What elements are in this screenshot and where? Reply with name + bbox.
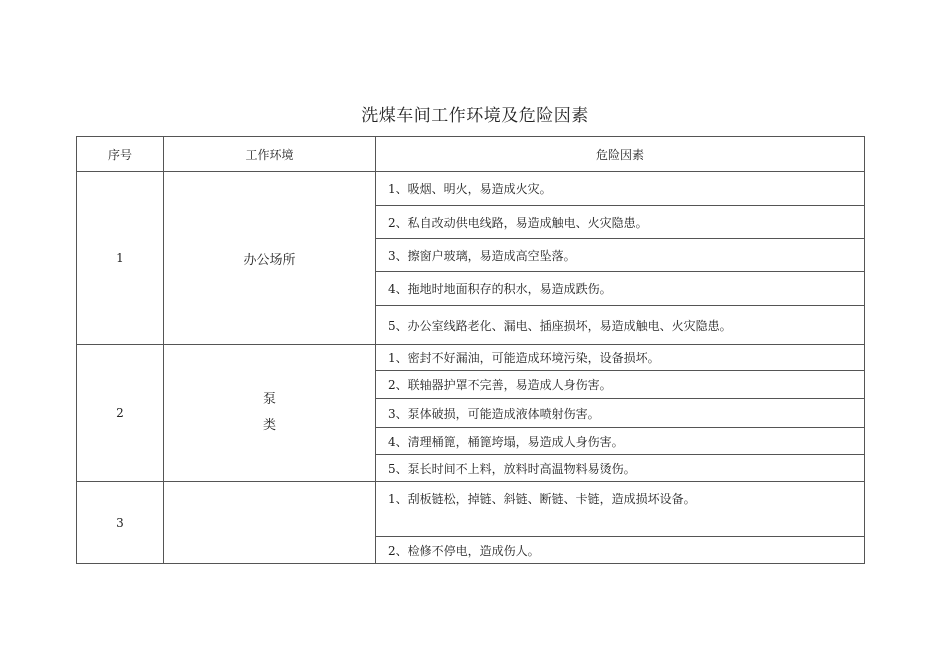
hazard-item: 1、吸烟、明火，易造成火灾。: [376, 172, 865, 206]
table-row: [77, 172, 865, 206]
environment-char: 类: [262, 418, 276, 433]
work-environment: 办公场所: [164, 172, 376, 345]
table-row: [77, 482, 865, 537]
hazard-item: 1、密封不好漏油，可能造成环境污染，设备损坏。: [376, 345, 865, 371]
hazard-item: 5、泵长时间不上料，放料时高温物料易烫伤。: [376, 455, 865, 482]
hazard-table: [76, 136, 865, 564]
header-no: 序号: [77, 137, 164, 172]
hazard-item: 4、清理桶篦，桶篦垮塌，易造成人身伤害。: [376, 428, 865, 455]
row-number: 1: [77, 172, 164, 345]
header-hazards: 危险因素: [376, 137, 865, 172]
hazard-item: 4、拖地时地面积存的积水，易造成跌伤。: [376, 272, 865, 306]
work-environment: [164, 345, 376, 482]
row-number: 2: [77, 345, 164, 482]
header-environment: 工作环境: [164, 137, 376, 172]
work-environment: [164, 482, 376, 564]
header-row: [77, 137, 865, 172]
hazard-item: 2、检修不停电，造成伤人。: [376, 537, 865, 564]
hazard-item: 3、泵体破损，可能造成液体喷射伤害。: [376, 399, 865, 428]
row-number: 3: [77, 482, 164, 564]
hazard-item: 1、刮板链松，掉链、斜链、断链、卡链，造成损坏设备。: [376, 482, 865, 537]
hazard-item: 2、私自改动供电线路，易造成触电、火灾隐患。: [376, 206, 865, 239]
hazard-item: 5、办公室线路老化、漏电、插座损坏，易造成触电、火灾隐患。: [376, 306, 865, 345]
hazard-item: 3、擦窗户玻璃，易造成高空坠落。: [376, 239, 865, 272]
environment-char: 泵: [262, 392, 276, 407]
hazard-item: 2、联轴器护罩不完善，易造成人身伤害。: [376, 371, 865, 399]
table-row: [77, 345, 865, 371]
document-title: 洗煤车间工作环境及危险因素: [361, 106, 589, 126]
